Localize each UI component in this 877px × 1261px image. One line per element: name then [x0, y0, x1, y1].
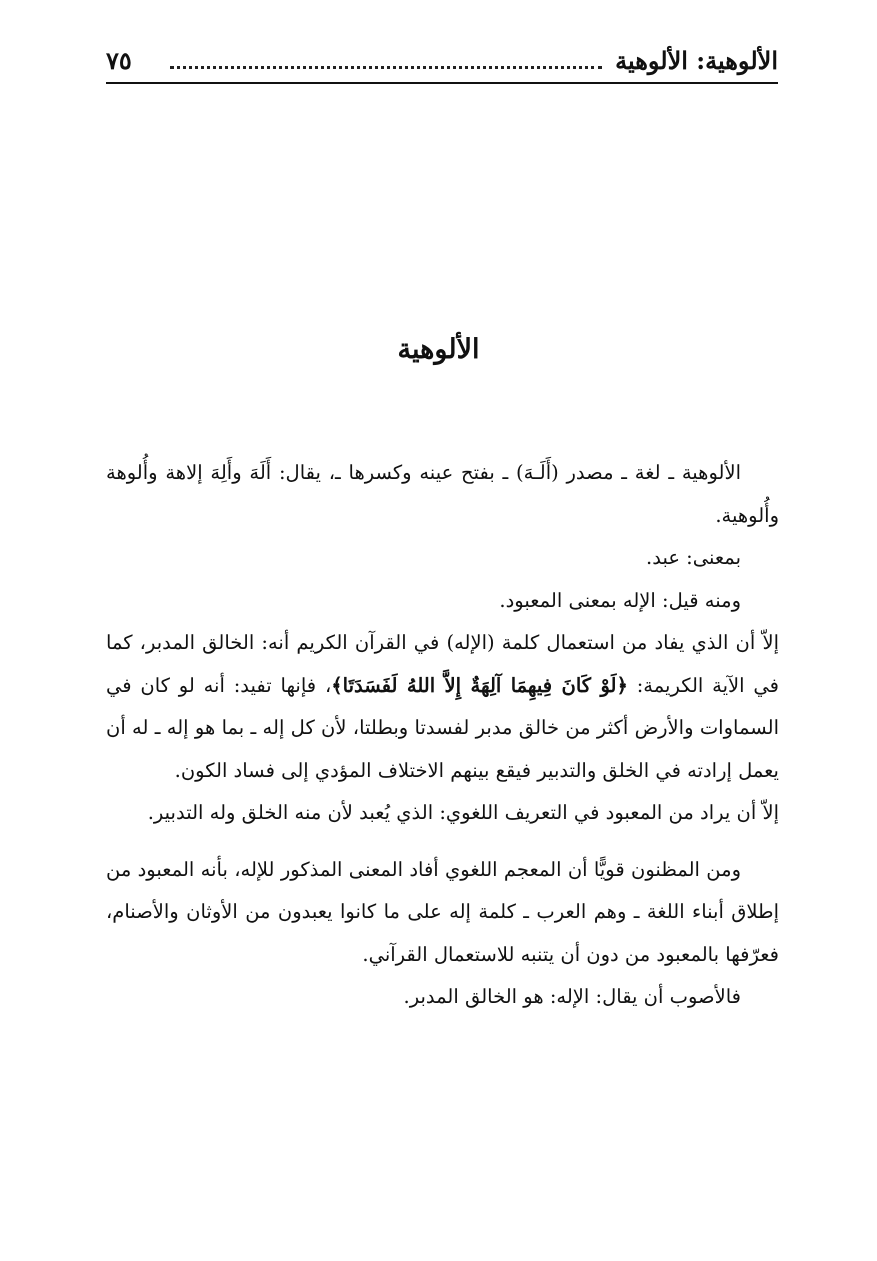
page-header: [106, 40, 778, 84]
paragraph-lexical-definition: إلاّ أن يراد من المعبود في التعريف اللغوي: الذي يُعبد لأن منه الخلق وله التدبير.: [147, 801, 779, 824]
paragraph-meaning: بمعنى: عبد.: [646, 546, 741, 569]
chapter-title: الألوهية: [397, 334, 480, 366]
paragraph-quran-usage: [106, 622, 779, 792]
quran-verse: ﴿لَوْ كَانَ فِيهِمَا آلِهَةٌ إِلاَّ اللهُ لَفَسَدَتَا﴾: [331, 673, 628, 697]
paragraph-dictionary-note: ومن المظنون قويًّا أن المعجم اللغوي أفاد المعنى المذكور للإله، بأنه المعبود من إطلاق أبناء اللغة ـ وهم العرب ـ كلمة إله على ما كانوا يعبدون من الأوثان والأصنام، فعرّفها بالمعبود من دون أن يتنبه للاستعمال القرآني.: [106, 857, 779, 966]
paragraph-quran-usage-explanation: ، فإنها تفيد: أنه لو كان في السماوات والأرض أكثر من خالق مدبر لفسدتا وبطلتا، لأن كل إله ـ بما هو إله ـ له أن يعمل إرادته في الخلق والتدبير فيقع بينهم الاختلاف المؤدي إلى فساد الكون.: [106, 673, 779, 782]
header-dot-leader: [170, 52, 602, 69]
paragraph-definition: الألوهية ـ لغة ـ مصدر (أَلَـهَ) ـ بفتح عينه وكسرها ـ، يقال: أَلَهَ وأَلِهَ إلاهة وأُلوهة وأُلوهية.: [106, 461, 779, 527]
paragraph-ilah: ومنه قيل: الإله بمعنى المعبود.: [499, 588, 741, 612]
paragraph-conclusion: فالأصوب أن يقال: الإله: هو الخالق المدبر.: [403, 985, 741, 1008]
paragraph-quran-usage-intro: إلاّ أن الذي يفاد من استعمال كلمة (الإله) في القرآن الكريم أنه: الخالق المدبر، كما في الآية الكريمة:: [106, 631, 779, 697]
running-title: الألوهية: الألوهية: [615, 46, 778, 75]
page-number: ٧٥: [106, 46, 132, 75]
body-text: [106, 452, 779, 1019]
